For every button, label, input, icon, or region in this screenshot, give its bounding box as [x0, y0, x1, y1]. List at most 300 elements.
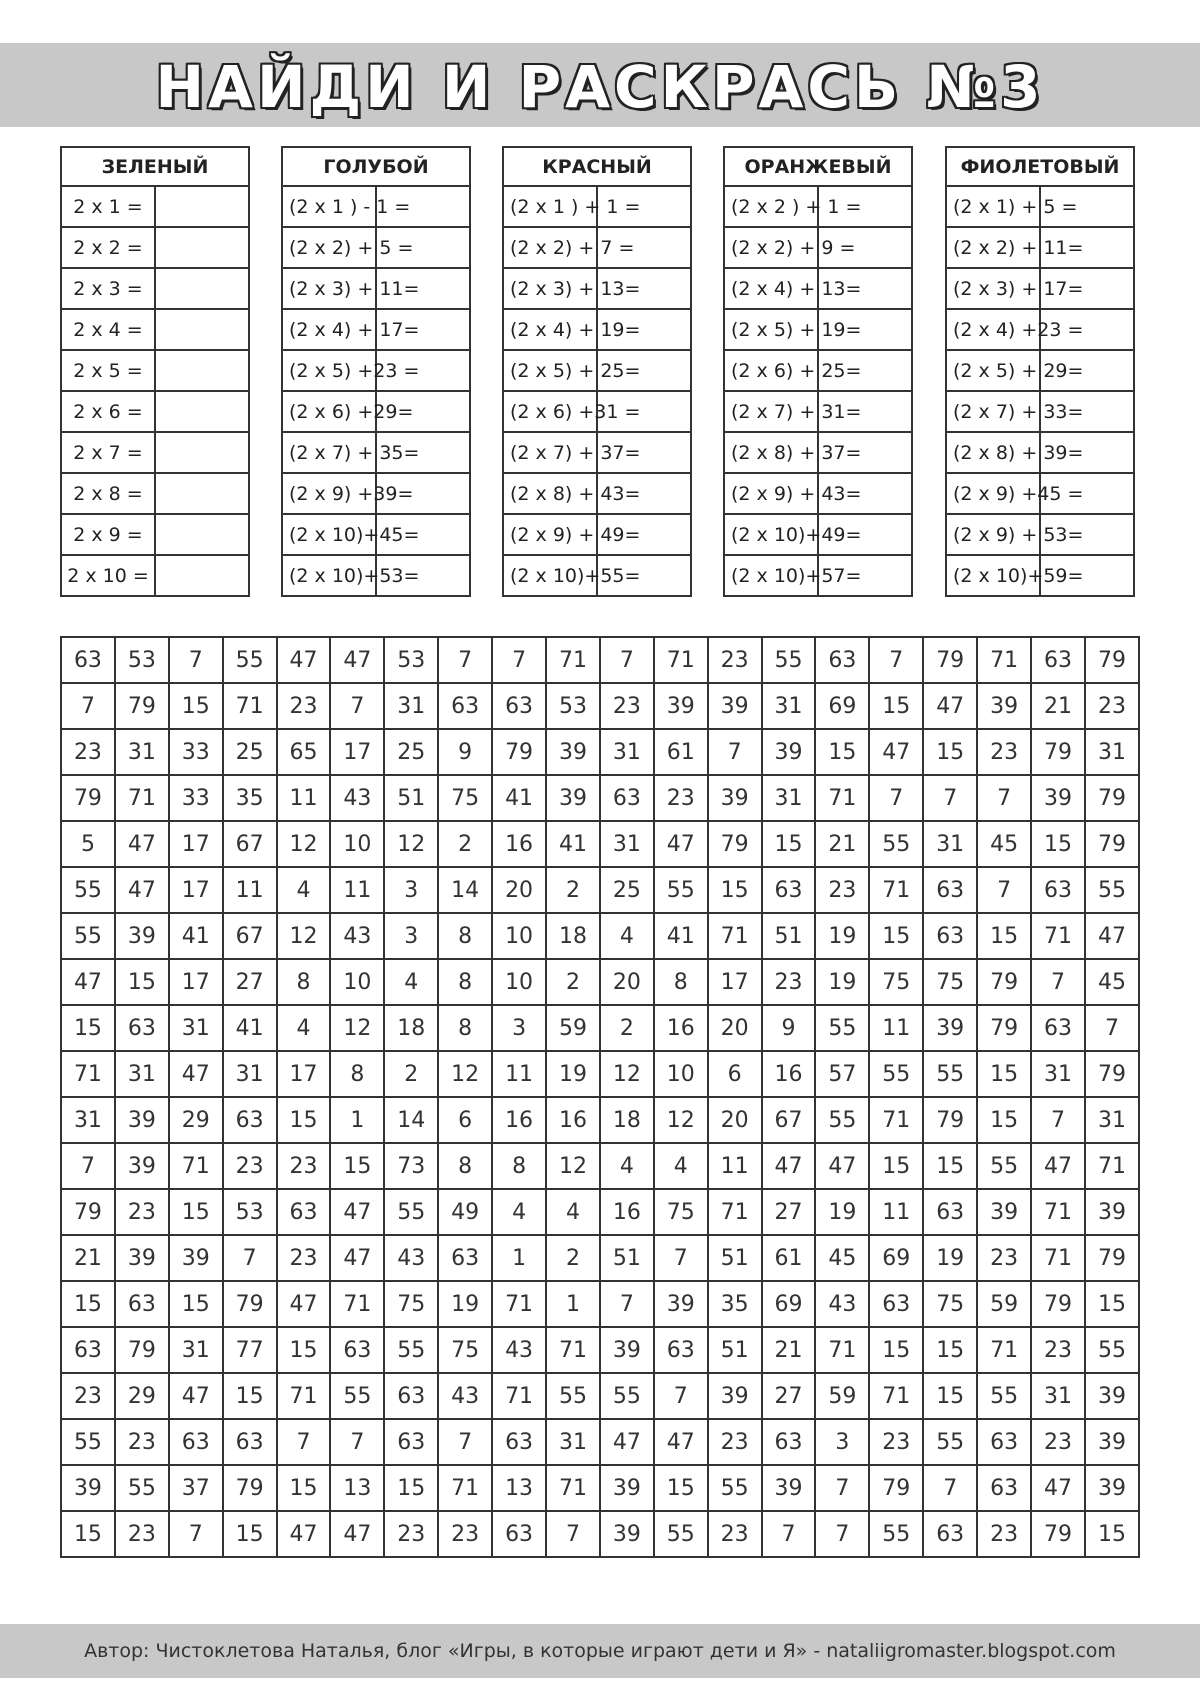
grid-cell[interactable]: 8	[438, 1005, 492, 1051]
grid-cell[interactable]: 10	[492, 959, 546, 1005]
grid-cell[interactable]: 79	[115, 683, 169, 729]
grid-cell[interactable]: 71	[277, 1373, 331, 1419]
grid-cell[interactable]: 18	[384, 1005, 438, 1051]
grid-cell[interactable]: 67	[762, 1097, 816, 1143]
grid-cell[interactable]: 43	[330, 913, 384, 959]
grid-cell[interactable]: 67	[223, 913, 277, 959]
grid-cell[interactable]: 23	[1031, 1419, 1085, 1465]
grid-cell[interactable]: 51	[708, 1327, 762, 1373]
grid-cell[interactable]: 79	[923, 637, 977, 683]
grid-cell[interactable]: 53	[223, 1189, 277, 1235]
grid-cell[interactable]: 71	[1031, 913, 1085, 959]
grid-cell[interactable]: 31	[762, 683, 816, 729]
grid-cell[interactable]: 51	[384, 775, 438, 821]
grid-cell[interactable]: 79	[1031, 1281, 1085, 1327]
grid-cell[interactable]: 63	[223, 1419, 277, 1465]
grid-cell[interactable]: 15	[869, 683, 923, 729]
grid-cell[interactable]: 47	[600, 1419, 654, 1465]
grid-cell[interactable]: 55	[61, 867, 115, 913]
grid-cell[interactable]: 15	[61, 1005, 115, 1051]
grid-cell[interactable]: 45	[1085, 959, 1139, 1005]
grid-cell[interactable]: 41	[654, 913, 708, 959]
grid-cell[interactable]: 55	[977, 1373, 1031, 1419]
grid-cell[interactable]: 79	[1085, 1235, 1139, 1281]
grid-cell[interactable]: 12	[600, 1051, 654, 1097]
grid-cell[interactable]: 15	[61, 1511, 115, 1557]
grid-cell[interactable]: 17	[330, 729, 384, 775]
grid-cell[interactable]: 23	[708, 1419, 762, 1465]
grid-cell[interactable]: 20	[708, 1097, 762, 1143]
grid-cell[interactable]: 63	[600, 775, 654, 821]
grid-cell[interactable]: 71	[654, 637, 708, 683]
grid-cell[interactable]: 39	[654, 683, 708, 729]
grid-cell[interactable]: 7	[762, 1511, 816, 1557]
grid-cell[interactable]: 15	[654, 1465, 708, 1511]
grid-cell[interactable]: 11	[708, 1143, 762, 1189]
grid-cell[interactable]: 3	[384, 867, 438, 913]
grid-cell[interactable]: 47	[1031, 1465, 1085, 1511]
grid-cell[interactable]: 71	[1031, 1189, 1085, 1235]
grid-cell[interactable]: 53	[115, 637, 169, 683]
answer-box[interactable]	[155, 432, 249, 473]
grid-cell[interactable]: 7	[654, 1373, 708, 1419]
grid-cell[interactable]: 31	[600, 821, 654, 867]
grid-cell[interactable]: 6	[708, 1051, 762, 1097]
grid-cell[interactable]: 16	[492, 1097, 546, 1143]
grid-cell[interactable]: 2	[438, 821, 492, 867]
grid-cell[interactable]: 75	[923, 1281, 977, 1327]
grid-cell[interactable]: 55	[223, 637, 277, 683]
grid-cell[interactable]: 63	[492, 1419, 546, 1465]
grid-cell[interactable]: 71	[438, 1465, 492, 1511]
grid-cell[interactable]: 31	[384, 683, 438, 729]
grid-cell[interactable]: 11	[492, 1051, 546, 1097]
grid-cell[interactable]: 33	[169, 729, 223, 775]
grid-cell[interactable]: 19	[815, 959, 869, 1005]
grid-cell[interactable]: 15	[277, 1097, 331, 1143]
grid-cell[interactable]: 63	[977, 1465, 1031, 1511]
grid-cell[interactable]: 55	[61, 913, 115, 959]
grid-cell[interactable]: 55	[1085, 867, 1139, 913]
grid-cell[interactable]: 27	[762, 1189, 816, 1235]
grid-cell[interactable]: 63	[1031, 637, 1085, 683]
grid-cell[interactable]: 15	[977, 1097, 1031, 1143]
grid-cell[interactable]: 71	[546, 1465, 600, 1511]
grid-cell[interactable]: 63	[762, 1419, 816, 1465]
grid-cell[interactable]: 31	[1031, 1373, 1085, 1419]
grid-cell[interactable]: 79	[708, 821, 762, 867]
grid-cell[interactable]: 10	[654, 1051, 708, 1097]
grid-cell[interactable]: 19	[546, 1051, 600, 1097]
grid-cell[interactable]: 23	[977, 729, 1031, 775]
grid-cell[interactable]: 23	[762, 959, 816, 1005]
grid-cell[interactable]: 71	[169, 1143, 223, 1189]
grid-cell[interactable]: 25	[384, 729, 438, 775]
grid-cell[interactable]: 15	[169, 683, 223, 729]
grid-cell[interactable]: 35	[708, 1281, 762, 1327]
grid-cell[interactable]: 39	[762, 729, 816, 775]
grid-cell[interactable]: 4	[384, 959, 438, 1005]
grid-cell[interactable]: 23	[815, 867, 869, 913]
grid-cell[interactable]: 10	[330, 959, 384, 1005]
grid-cell[interactable]: 20	[600, 959, 654, 1005]
grid-cell[interactable]: 55	[654, 1511, 708, 1557]
grid-cell[interactable]: 43	[384, 1235, 438, 1281]
grid-cell[interactable]: 63	[923, 913, 977, 959]
grid-cell[interactable]: 67	[223, 821, 277, 867]
grid-cell[interactable]: 47	[654, 1419, 708, 1465]
grid-cell[interactable]: 63	[330, 1327, 384, 1373]
grid-cell[interactable]: 49	[438, 1189, 492, 1235]
grid-cell[interactable]: 47	[169, 1373, 223, 1419]
grid-cell[interactable]: 35	[223, 775, 277, 821]
grid-cell[interactable]: 71	[223, 683, 277, 729]
grid-cell[interactable]: 31	[546, 1419, 600, 1465]
grid-cell[interactable]: 75	[438, 775, 492, 821]
grid-cell[interactable]: 79	[1085, 637, 1139, 683]
grid-cell[interactable]: 55	[1085, 1327, 1139, 1373]
grid-cell[interactable]: 55	[384, 1327, 438, 1373]
grid-cell[interactable]: 27	[762, 1373, 816, 1419]
grid-cell[interactable]: 39	[600, 1511, 654, 1557]
grid-cell[interactable]: 4	[277, 867, 331, 913]
grid-cell[interactable]: 31	[762, 775, 816, 821]
grid-cell[interactable]: 51	[762, 913, 816, 959]
grid-cell[interactable]: 23	[277, 683, 331, 729]
grid-cell[interactable]: 47	[115, 821, 169, 867]
grid-cell[interactable]: 79	[223, 1465, 277, 1511]
grid-cell[interactable]: 57	[815, 1051, 869, 1097]
grid-cell[interactable]: 23	[708, 637, 762, 683]
grid-cell[interactable]: 23	[277, 1143, 331, 1189]
grid-cell[interactable]: 63	[61, 1327, 115, 1373]
grid-cell[interactable]: 6	[438, 1097, 492, 1143]
grid-cell[interactable]: 15	[223, 1511, 277, 1557]
grid-cell[interactable]: 11	[277, 775, 331, 821]
grid-cell[interactable]: 71	[708, 913, 762, 959]
grid-cell[interactable]: 14	[384, 1097, 438, 1143]
grid-cell[interactable]: 71	[492, 1281, 546, 1327]
grid-cell[interactable]: 12	[654, 1097, 708, 1143]
grid-cell[interactable]: 15	[61, 1281, 115, 1327]
grid-cell[interactable]: 47	[330, 1235, 384, 1281]
grid-cell[interactable]: 15	[1085, 1511, 1139, 1557]
answer-box[interactable]	[155, 555, 249, 596]
grid-cell[interactable]: 23	[223, 1143, 277, 1189]
grid-cell[interactable]: 59	[977, 1281, 1031, 1327]
grid-cell[interactable]: 15	[869, 1143, 923, 1189]
grid-cell[interactable]: 55	[977, 1143, 1031, 1189]
grid-cell[interactable]: 23	[1085, 683, 1139, 729]
grid-cell[interactable]: 71	[1085, 1143, 1139, 1189]
grid-cell[interactable]: 39	[923, 1005, 977, 1051]
grid-cell[interactable]: 15	[815, 729, 869, 775]
grid-cell[interactable]: 7	[546, 1511, 600, 1557]
grid-cell[interactable]: 13	[492, 1465, 546, 1511]
grid-cell[interactable]: 63	[869, 1281, 923, 1327]
grid-cell[interactable]: 39	[1085, 1419, 1139, 1465]
grid-cell[interactable]: 39	[762, 1465, 816, 1511]
grid-cell[interactable]: 63	[115, 1281, 169, 1327]
grid-cell[interactable]: 7	[438, 637, 492, 683]
grid-cell[interactable]: 43	[492, 1327, 546, 1373]
grid-cell[interactable]: 7	[600, 1281, 654, 1327]
grid-cell[interactable]: 19	[815, 913, 869, 959]
grid-cell[interactable]: 2	[546, 1235, 600, 1281]
grid-cell[interactable]: 55	[923, 1419, 977, 1465]
grid-cell[interactable]: 1	[492, 1235, 546, 1281]
grid-cell[interactable]: 7	[977, 867, 1031, 913]
grid-cell[interactable]: 7	[869, 775, 923, 821]
grid-cell[interactable]: 63	[277, 1189, 331, 1235]
grid-cell[interactable]: 45	[815, 1235, 869, 1281]
grid-cell[interactable]: 55	[600, 1373, 654, 1419]
grid-cell[interactable]: 3	[492, 1005, 546, 1051]
grid-cell[interactable]: 79	[61, 775, 115, 821]
grid-cell[interactable]: 18	[600, 1097, 654, 1143]
grid-cell[interactable]: 63	[923, 1189, 977, 1235]
grid-cell[interactable]: 10	[492, 913, 546, 959]
grid-cell[interactable]: 11	[223, 867, 277, 913]
grid-cell[interactable]: 2	[384, 1051, 438, 1097]
grid-cell[interactable]: 39	[1085, 1189, 1139, 1235]
grid-cell[interactable]: 71	[977, 1327, 1031, 1373]
grid-cell[interactable]: 4	[277, 1005, 331, 1051]
grid-cell[interactable]: 7	[600, 637, 654, 683]
grid-cell[interactable]: 4	[492, 1189, 546, 1235]
grid-cell[interactable]: 31	[115, 729, 169, 775]
grid-cell[interactable]: 47	[169, 1051, 223, 1097]
grid-cell[interactable]: 79	[977, 1005, 1031, 1051]
grid-cell[interactable]: 73	[384, 1143, 438, 1189]
grid-cell[interactable]: 12	[277, 821, 331, 867]
grid-cell[interactable]: 21	[61, 1235, 115, 1281]
grid-cell[interactable]: 53	[546, 683, 600, 729]
grid-cell[interactable]: 15	[923, 1327, 977, 1373]
grid-cell[interactable]: 79	[1085, 1051, 1139, 1097]
grid-cell[interactable]: 79	[1031, 729, 1085, 775]
grid-cell[interactable]: 79	[1085, 821, 1139, 867]
answer-box[interactable]	[155, 309, 249, 350]
grid-cell[interactable]: 47	[330, 1511, 384, 1557]
grid-cell[interactable]: 16	[600, 1189, 654, 1235]
grid-cell[interactable]: 75	[923, 959, 977, 1005]
grid-cell[interactable]: 47	[1085, 913, 1139, 959]
grid-cell[interactable]: 59	[546, 1005, 600, 1051]
grid-cell[interactable]: 31	[223, 1051, 277, 1097]
grid-cell[interactable]: 63	[923, 1511, 977, 1557]
grid-cell[interactable]: 71	[1031, 1235, 1085, 1281]
grid-cell[interactable]: 31	[61, 1097, 115, 1143]
grid-cell[interactable]: 11	[330, 867, 384, 913]
grid-cell[interactable]: 23	[977, 1511, 1031, 1557]
grid-cell[interactable]: 63	[384, 1419, 438, 1465]
grid-cell[interactable]: 75	[654, 1189, 708, 1235]
grid-cell[interactable]: 7	[654, 1235, 708, 1281]
grid-cell[interactable]: 4	[546, 1189, 600, 1235]
grid-cell[interactable]: 69	[762, 1281, 816, 1327]
grid-cell[interactable]: 7	[223, 1235, 277, 1281]
grid-cell[interactable]: 23	[61, 729, 115, 775]
grid-cell[interactable]: 47	[277, 637, 331, 683]
grid-cell[interactable]: 39	[115, 1143, 169, 1189]
grid-cell[interactable]: 4	[654, 1143, 708, 1189]
grid-cell[interactable]: 8	[330, 1051, 384, 1097]
grid-cell[interactable]: 4	[600, 1143, 654, 1189]
grid-cell[interactable]: 55	[384, 1189, 438, 1235]
grid-cell[interactable]: 7	[169, 637, 223, 683]
answer-box[interactable]	[155, 227, 249, 268]
grid-cell[interactable]: 15	[384, 1465, 438, 1511]
grid-cell[interactable]: 8	[438, 959, 492, 1005]
grid-cell[interactable]: 16	[546, 1097, 600, 1143]
grid-cell[interactable]: 61	[654, 729, 708, 775]
grid-cell[interactable]: 63	[654, 1327, 708, 1373]
grid-cell[interactable]: 39	[977, 683, 1031, 729]
grid-cell[interactable]: 55	[869, 821, 923, 867]
grid-cell[interactable]: 43	[815, 1281, 869, 1327]
grid-cell[interactable]: 69	[815, 683, 869, 729]
grid-cell[interactable]: 2	[546, 867, 600, 913]
grid-cell[interactable]: 47	[869, 729, 923, 775]
grid-cell[interactable]: 15	[977, 1051, 1031, 1097]
grid-cell[interactable]: 51	[708, 1235, 762, 1281]
grid-cell[interactable]: 47	[330, 637, 384, 683]
grid-cell[interactable]: 23	[708, 1511, 762, 1557]
grid-cell[interactable]: 79	[1085, 775, 1139, 821]
grid-cell[interactable]: 63	[169, 1419, 223, 1465]
grid-cell[interactable]: 39	[708, 683, 762, 729]
grid-cell[interactable]: 55	[61, 1419, 115, 1465]
grid-cell[interactable]: 63	[115, 1005, 169, 1051]
grid-cell[interactable]: 39	[654, 1281, 708, 1327]
grid-cell[interactable]: 7	[815, 1465, 869, 1511]
grid-cell[interactable]: 12	[546, 1143, 600, 1189]
grid-cell[interactable]: 47	[654, 821, 708, 867]
grid-cell[interactable]: 79	[61, 1189, 115, 1235]
grid-cell[interactable]: 15	[1085, 1281, 1139, 1327]
grid-cell[interactable]: 43	[438, 1373, 492, 1419]
grid-cell[interactable]: 23	[115, 1419, 169, 1465]
grid-cell[interactable]: 63	[815, 637, 869, 683]
grid-cell[interactable]: 55	[762, 637, 816, 683]
grid-cell[interactable]: 55	[115, 1465, 169, 1511]
grid-cell[interactable]: 15	[169, 1189, 223, 1235]
grid-cell[interactable]: 15	[869, 1327, 923, 1373]
grid-cell[interactable]: 41	[492, 775, 546, 821]
grid-cell[interactable]: 71	[869, 1373, 923, 1419]
grid-cell[interactable]: 7	[708, 729, 762, 775]
grid-cell[interactable]: 31	[600, 729, 654, 775]
grid-cell[interactable]: 53	[384, 637, 438, 683]
grid-cell[interactable]: 19	[923, 1235, 977, 1281]
grid-cell[interactable]: 17	[169, 821, 223, 867]
grid-cell[interactable]: 39	[600, 1465, 654, 1511]
grid-cell[interactable]: 39	[1085, 1465, 1139, 1511]
grid-cell[interactable]: 39	[546, 775, 600, 821]
grid-cell[interactable]: 7	[169, 1511, 223, 1557]
grid-cell[interactable]: 71	[815, 1327, 869, 1373]
grid-cell[interactable]: 71	[869, 1097, 923, 1143]
grid-cell[interactable]: 10	[330, 821, 384, 867]
grid-cell[interactable]: 16	[762, 1051, 816, 1097]
grid-cell[interactable]: 39	[169, 1235, 223, 1281]
grid-cell[interactable]: 55	[708, 1465, 762, 1511]
grid-cell[interactable]: 2	[546, 959, 600, 1005]
grid-cell[interactable]: 23	[61, 1373, 115, 1419]
grid-cell[interactable]: 23	[115, 1189, 169, 1235]
grid-cell[interactable]: 3	[815, 1419, 869, 1465]
grid-cell[interactable]: 39	[1085, 1373, 1139, 1419]
grid-cell[interactable]: 29	[169, 1097, 223, 1143]
grid-cell[interactable]: 21	[815, 821, 869, 867]
grid-cell[interactable]: 55	[923, 1051, 977, 1097]
grid-cell[interactable]: 7	[277, 1419, 331, 1465]
grid-cell[interactable]: 11	[869, 1189, 923, 1235]
grid-cell[interactable]: 39	[708, 1373, 762, 1419]
grid-cell[interactable]: 33	[169, 775, 223, 821]
grid-cell[interactable]: 8	[654, 959, 708, 1005]
grid-cell[interactable]: 39	[115, 913, 169, 959]
grid-cell[interactable]: 31	[1031, 1051, 1085, 1097]
grid-cell[interactable]: 39	[546, 729, 600, 775]
grid-cell[interactable]: 55	[330, 1373, 384, 1419]
grid-cell[interactable]: 55	[869, 1511, 923, 1557]
grid-cell[interactable]: 7	[330, 1419, 384, 1465]
grid-cell[interactable]: 3	[384, 913, 438, 959]
grid-cell[interactable]: 7	[438, 1419, 492, 1465]
grid-cell[interactable]: 12	[277, 913, 331, 959]
grid-cell[interactable]: 8	[438, 913, 492, 959]
grid-cell[interactable]: 7	[1031, 959, 1085, 1005]
grid-cell[interactable]: 7	[330, 683, 384, 729]
grid-cell[interactable]: 7	[61, 683, 115, 729]
grid-cell[interactable]: 47	[277, 1511, 331, 1557]
grid-cell[interactable]: 55	[546, 1373, 600, 1419]
grid-cell[interactable]: 63	[384, 1373, 438, 1419]
grid-cell[interactable]: 7	[492, 637, 546, 683]
grid-cell[interactable]: 55	[815, 1005, 869, 1051]
grid-cell[interactable]: 23	[600, 683, 654, 729]
grid-cell[interactable]: 17	[169, 959, 223, 1005]
grid-cell[interactable]: 71	[492, 1373, 546, 1419]
grid-cell[interactable]: 8	[492, 1143, 546, 1189]
grid-cell[interactable]: 75	[438, 1327, 492, 1373]
grid-cell[interactable]: 39	[115, 1235, 169, 1281]
grid-cell[interactable]: 23	[277, 1235, 331, 1281]
grid-cell[interactable]: 39	[61, 1465, 115, 1511]
grid-cell[interactable]: 63	[492, 1511, 546, 1557]
grid-cell[interactable]: 20	[492, 867, 546, 913]
grid-cell[interactable]: 11	[869, 1005, 923, 1051]
grid-cell[interactable]: 63	[492, 683, 546, 729]
grid-cell[interactable]: 63	[923, 867, 977, 913]
grid-cell[interactable]: 15	[115, 959, 169, 1005]
answer-box[interactable]	[155, 391, 249, 432]
grid-cell[interactable]: 7	[977, 775, 1031, 821]
grid-cell[interactable]: 39	[115, 1097, 169, 1143]
grid-cell[interactable]: 71	[546, 1327, 600, 1373]
grid-cell[interactable]: 15	[169, 1281, 223, 1327]
grid-cell[interactable]: 47	[815, 1143, 869, 1189]
grid-cell[interactable]: 63	[438, 683, 492, 729]
grid-cell[interactable]: 41	[546, 821, 600, 867]
answer-box[interactable]	[155, 473, 249, 514]
grid-cell[interactable]: 63	[61, 637, 115, 683]
grid-cell[interactable]: 12	[384, 821, 438, 867]
grid-cell[interactable]: 63	[1031, 867, 1085, 913]
grid-cell[interactable]: 31	[923, 821, 977, 867]
